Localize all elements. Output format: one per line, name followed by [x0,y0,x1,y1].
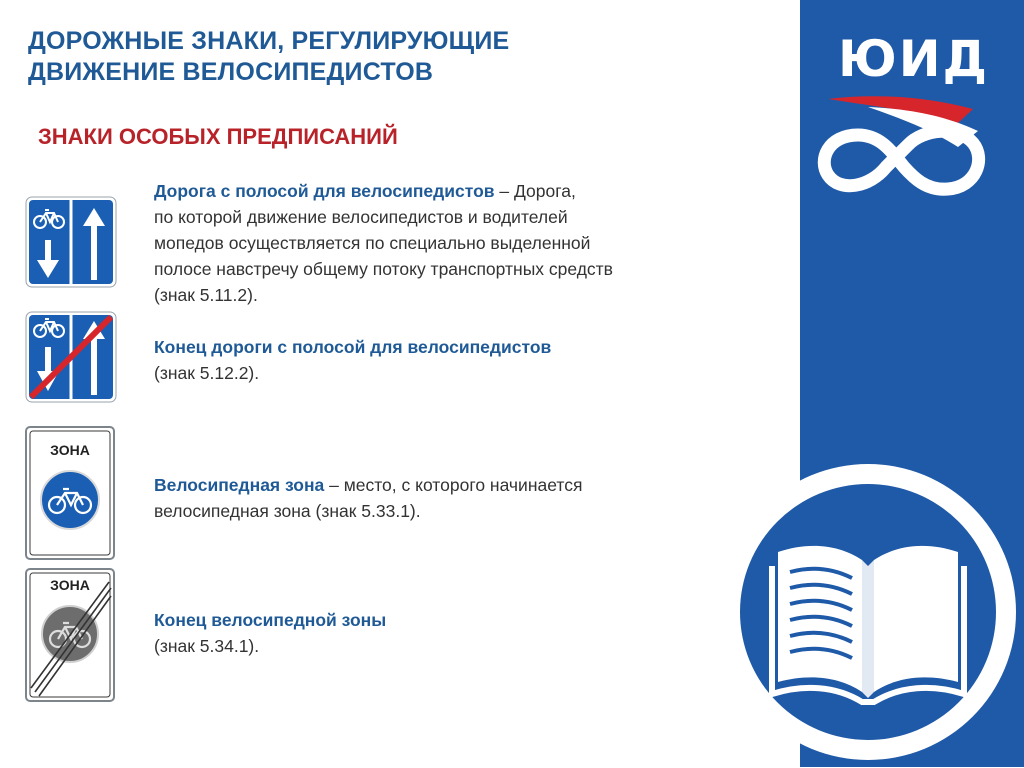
title-line-1: ДОРОЖНЫЕ ЗНАКИ, РЕГУЛИРУЮЩИЕ [28,27,510,55]
item-end-bicycle-lane-road [154,334,551,386]
item-text: мопедов осуществляется по специально выделенной [154,233,591,253]
bicycle-lane-road-sign [25,196,117,288]
item-term: Конец велосипедной зоны [154,610,387,630]
page-title [28,26,509,88]
item-text: (знак 5.12.2). [154,363,260,383]
bicycle-zone-sign [25,426,115,560]
item-text: по которой движение велосипедистов и водителей [154,207,568,227]
zone-label: ЗОНА [50,442,90,458]
end-bicycle-lane-road-sign [25,311,117,403]
end-bicycle-zone-sign [25,568,115,702]
item-text: – место, с которого начинается [324,475,583,495]
section-subtitle: ЗНАКИ ОСОБЫХ ПРЕДПИСАНИЙ [38,124,398,149]
item-text: – Дорога, [494,181,576,201]
item-text: (знак 5.11.2). [154,285,258,305]
item-text: велосипедная зона (знак 5.33.1). [154,501,421,521]
item-text: (знак 5.34.1). [154,636,260,656]
item-term: Дорога с полосой для велосипедистов [154,181,495,201]
item-text: полосе навстречу общему потоку транспортных средств [154,259,613,279]
zone-label: ЗОНА [50,577,90,593]
item-bicycle-lane-road [154,178,613,308]
title-line-2: ДВИЖЕНИЕ ВЕЛОСИПЕДИСТОВ [28,58,434,86]
item-term: Велосипедная зона [154,475,325,495]
logo-text: ЮИД [838,30,990,88]
item-end-bicycle-zone [154,607,386,659]
book-badge [712,456,1024,768]
item-term: Конец дороги с полосой для велосипедистов [154,337,552,357]
item-bicycle-zone [154,472,582,524]
yuid-logo-icon [808,95,1008,205]
